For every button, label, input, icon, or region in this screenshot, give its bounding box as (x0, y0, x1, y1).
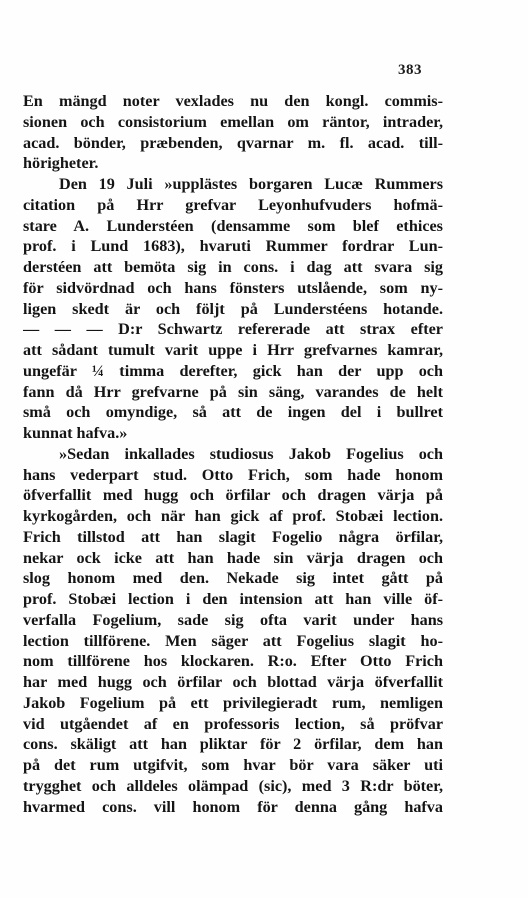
text-line: slog honom med den. Nekade sig intet gått på (23, 569, 443, 588)
text-line: sionen och consistorium emellan om räntor, intrader, (23, 112, 443, 131)
text-line: hans vederpart stud. Otto Frich, som hade honom (23, 465, 443, 484)
text-line: En mängd noter vexlades nu den kongl. commis- (23, 92, 443, 110)
text-line: nekar ock icke att han hade sin värja dragen och (23, 548, 443, 567)
text-line: ligen skedt är och följt på Lunderstéens hotande. (23, 299, 443, 318)
text-line: verfalla Fogelium, sade sig ofta varit under hans (23, 610, 443, 629)
text-line: derstéen att bemöta sig in cons. i dag att svara sig (23, 258, 443, 276)
text-line: lection tillförene. Men säger att Fogelius slagit ho- (23, 631, 443, 650)
text-line: Frich tillstod att han slagit Fogelio några örfilar, (23, 527, 443, 546)
text-line: — — — D:r Schwartz refererade att strax efter (23, 320, 443, 339)
text-line: hvarmed cons. vill honom för denna gång hafva (23, 797, 443, 816)
text-line: vid utgåendet af en professoris lection, så pröfvar (23, 714, 443, 733)
text-line: trygghet och alldeles olämpad (sic), med 3 R:dr böter, (23, 776, 443, 795)
text-line: att sådant tumult varit uppe i Hrr grefvarnes kamrar, (23, 341, 443, 359)
text-line: prof. i Lund 1683), hvaruti Rummer fordrar Lun- (23, 237, 443, 256)
text-line: prof. Stobæi lection i den intension att han ville öf- (23, 590, 443, 608)
text-line: Jakob Fogelium på ett privilegieradt rum, nemligen (23, 693, 443, 712)
text-line: ungefär ¼ timma derefter, gick han der upp och (23, 361, 443, 380)
text-line: citation på Hrr grefvar Leyonhufvuders hofmä- (23, 195, 443, 214)
text-line: acad. bönder, præbenden, qvarnar m. fl. acad. till- (23, 133, 443, 152)
text-line: på det rum utgifvit, som hvar bör vara säker uti (23, 756, 443, 774)
body-text (23, 91, 443, 817)
text-line: nom tillförene hos klockaren. R:o. Efter Otto Frich (23, 652, 443, 671)
text-line: kyrkogården, och när han gick af prof. Stobæi lection. (23, 507, 443, 525)
text-line: öfverfallit med hugg och örfilar och dragen värja på (23, 486, 443, 505)
text-line: cons. skäligt att han pliktar för 2 örfilar, dem han (23, 735, 443, 754)
text-line: »Sedan inkallades studiosus Jakob Fogelius och (59, 444, 443, 463)
text-line: hörigheter. (23, 154, 99, 173)
text-line: kunnat hafva.» (23, 424, 128, 442)
text-line: fann då Hrr grefvarne på sin säng, varandes de helt (23, 382, 443, 401)
page-number: 383 (398, 62, 422, 78)
text-line: har med hugg och örfilar och blottad värja öfverfallit (23, 673, 443, 691)
text-line: för sidvördnad och hans fönsters utslående, som ny- (23, 278, 443, 297)
text-line: små och omyndige, så att de ingen del i bullret (23, 403, 443, 422)
text-line: stare A. Lunderstéen (densamme som blef ethices (23, 216, 443, 235)
text-line: Den 19 Juli »upplästes borgaren Lucæ Rummers (59, 175, 443, 193)
